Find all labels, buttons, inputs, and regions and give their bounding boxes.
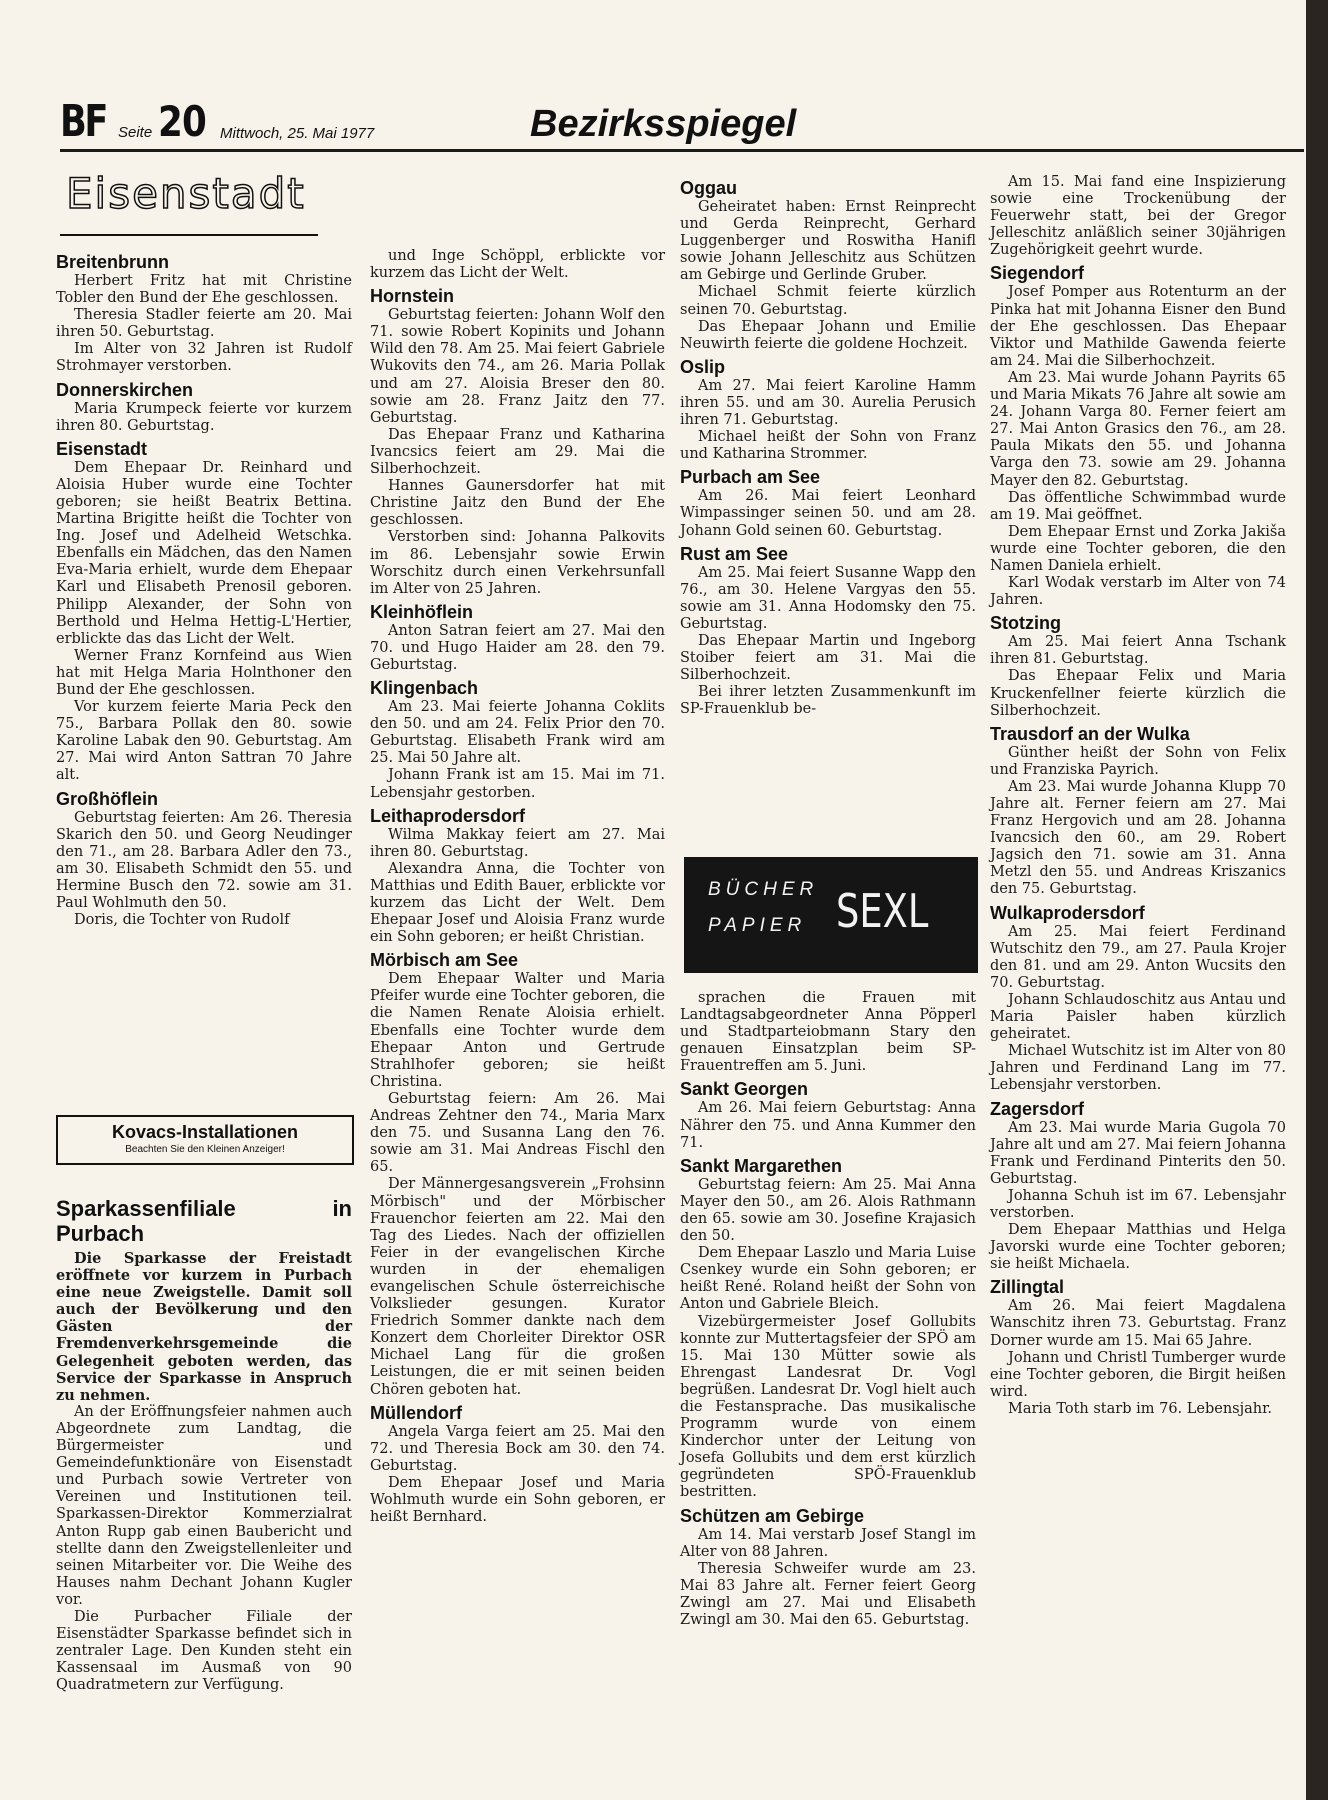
page-edge <box>1306 0 1328 1800</box>
news-paragraph: Karl Wodak verstarb im Alter von 74 Jahren. <box>990 575 1286 609</box>
news-paragraph: Am 14. Mai verstarb Josef Stangl im Alter von 88 Jahren. <box>680 1526 976 1560</box>
locality-heading: Trausdorf an der Wulka <box>990 723 1190 744</box>
news-paragraph: Maria Krumpeck feierte vor kurzem ihren 80. Geburtstag. <box>56 400 352 434</box>
news-paragraph: Theresia Schweifer wurde am 23. Mai 83 Jahre alt. Ferner feiert Georg Zwingl am 27. Mai und Elisabeth Zwingl am 30. Mai den 65. Geburtstag. <box>680 1560 976 1628</box>
locality-heading: Rust am See <box>680 543 789 564</box>
news-paragraph: Günther heißt der Sohn von Felix und Franziska Payrich. <box>990 744 1286 778</box>
locality-heading: Siegendorf <box>990 263 1085 284</box>
article-headline: Sparkassenfiliale in Purbach <box>56 1196 352 1246</box>
article-body <box>56 1404 352 1695</box>
locality-heading: Sankt Georgen <box>680 1079 809 1100</box>
news-paragraph: Theresia Stadler feierte am 20. Mai ihren 50. Geburtstag. <box>56 307 352 341</box>
locality-heading: Leithaprodersdorf <box>370 805 526 826</box>
locality-heading: Großhöflein <box>56 788 158 809</box>
news-paragraph: Dem Ehepaar Laszlo und Maria Luise Csenkey wurde ein Sohn geboren; er heißt René. Roland heißt der Sohn von Anton und Gabriele Bleich. <box>680 1245 976 1313</box>
ad-sexl <box>684 857 978 973</box>
news-paragraph: Dem Ehepaar Walter und Maria Pfeifer wurde eine Tochter geboren, die die Namen Renate Aloisia erhielt. Ebenfalls eine Tochter wurde dem Ehepaar Anton und Gertrude Strahlhofer geboren; sie heißt Christina. <box>370 971 665 1090</box>
news-paragraph: Geburtstag feierten: Johann Wolf den 71. sowie Robert Kopinits und Johann Wild den 78. Am 25. Mai feiert Gabriele Wukovits den 74., am 26. Maria Pollak und am 27. Aloisia Breser den 80. sowie am 28. Franz Jaitz den 77. Geburtstag. <box>370 307 665 426</box>
ad-kovacs <box>56 1115 354 1165</box>
news-paragraph: Das Ehepaar Martin und Ingeborg Stoiber feiert am 31. Mai die Silberhochzeit. <box>680 632 976 684</box>
news-paragraph: Dem Ehepaar Matthias und Helga Javorski wurde eine Tochter geboren; sie heißt Michaela. <box>990 1222 1286 1273</box>
news-paragraph: Bei ihrer letzten Zusammenkunft im SP-Frauenklub be- <box>680 684 976 718</box>
news-paragraph: sprachen die Frauen mit Landtagsabgeordneter Anna Pöpperl und Stadtparteiobmann Stary den genauen Einsatzplan beim SP-Frauentreffen am 5. Juni. <box>680 990 976 1075</box>
news-paragraph: Johann und Christl Tumberger wurde eine Tochter geboren, die Birgit heißen wird. <box>990 1349 1286 1400</box>
news-paragraph: Johanna Schuh ist im 67. Lebensjahr verstorben. <box>990 1187 1286 1221</box>
district-heading: Eisenstadt <box>66 169 306 218</box>
locality-heading: Klingenbach <box>370 678 479 699</box>
news-paragraph: Anton Satran feiert am 27. Mai den 70. und Hugo Haider am 28. den 79. Geburtstag. <box>370 622 665 673</box>
locality-heading: Müllendorf <box>370 1402 462 1423</box>
heading-underline <box>60 234 318 236</box>
news-paragraph: Am 25. Mai feiert Ferdinand Wutschitz den 79., am 27. Paula Krojer den 81. und am 29. Anton Wucsits den 70. Geburtstag. <box>990 923 1286 991</box>
ad-sexl-line-1: BÜCHER <box>708 879 819 900</box>
news-paragraph: Vizebürgermeister Josef Gollubits konnte zur Muttertagsfeier der SPÖ am 15. Mai 130 Mütter sowie als Ehrengast Landesrat Dr. Vogl begrüßen. Landesrat Dr. Vogl hielt auch die Festansprache. Das musikalische Programm wurde von einem Kinderchor unter der Leitung von Josefa Gollubits und dem erst kürzlich gegründeten SPÖ-Frauenklub bestritten. <box>680 1313 976 1501</box>
column-4 <box>990 174 1286 1418</box>
news-paragraph: Das öffentliche Schwimmbad wurde am 19. Mai geöffnet. <box>990 489 1286 523</box>
news-paragraph: Geburtstag feiern: Am 26. Mai Andreas Zehtner den 74., Maria Marx den 75. und Susanna Lang den 76. sowie am 31. Mai Andreas Fischl den 65. <box>370 1090 665 1176</box>
news-paragraph: Das Ehepaar Felix und Maria Kruckenfellner feierte kürzlich die Silberhochzeit. <box>990 668 1286 719</box>
masthead-logo: BF <box>60 96 107 147</box>
locality-heading: Schützen am Gebirge <box>680 1505 865 1526</box>
ad-kovacs-title: Kovacs-Installationen <box>111 1122 299 1142</box>
news-paragraph: Der Männergesangsverein „Frohsinn Mörbisch" und der Mörbischer Frauenchor feierten am 22. Mai den Tag des Liedes. Nach der offiziellen Feier in der evangelischen Kirche wurden in der ehemaligen evangelischen Schule österreichische Volkslieder gesungen. Kurator Friedrich Sommer dankte nach dem Konzert dem Chorleiter Direktor OSR Michael Lang für die großen Leistungen, die er mit seinen beiden Chören geboten hat. <box>370 1176 665 1398</box>
news-paragraph: Am 23. Mai wurde Johann Payrits 65 und Maria Mikats 76 Jahre alt sowie am 24. Johann Varga 80. Ferner feiert am 27. Mai Anton Grasics den 76., am 28. Paula Mikats den 55. und Johanna Varga den 73. sowie am 29. Johanna Mayer den 82. Geburtstag. <box>990 369 1286 489</box>
news-paragraph: Am 25. Mai feiert Susanne Wapp den 76., am 30. Helene Vargyas den 55. sowie am 31. Anna Hodomsky den 75. Geburtstag. <box>680 564 976 632</box>
column-1 <box>56 248 352 929</box>
ad-sexl-brand: SEXL <box>836 884 929 938</box>
column-2 <box>370 248 665 1526</box>
paragraph: Die Purbacher Filiale der Eisenstädter Sparkasse befindet sich in zentraler Lage. Den Kunden steht ein Kassensaal im Ausmaß von 90 Quadratmetern zur Verfügung. <box>56 1608 352 1694</box>
section-rubric: Bezirksspiegel <box>530 103 797 145</box>
page-label: Seite <box>118 124 153 141</box>
locality-heading: Wulkaprodersdorf <box>990 902 1145 923</box>
news-paragraph: Das Ehepaar Franz und Katharina Ivancsics feiert am 29. Mai die Silberhochzeit. <box>370 426 665 478</box>
news-paragraph: Wilma Makkay feiert am 27. Mai ihren 80. Geburtstag. <box>370 826 665 860</box>
paragraph: An der Eröffnungsfeier nahmen auch Abgeordnete zum Landtag, die Bürgermeister und Gemeindefunktionäre von Eisenstadt und Purbach sowie Vertreter von Vereinen und Institutionen teil. Sparkassen-Direktor Kommerzialrat Anton Rupp gab einen Baubericht und stellte dann den Zweigstellenleiter und seinen Mitarbeiter vor. Die Weihe des Hauses nahm Dechant Johann Kugler vor. <box>56 1403 352 1608</box>
news-paragraph: Geheiratet haben: Ernst Reinprecht und Gerda Reinprecht, Gerhard Luggenberger und Roswitha Hanifl sowie Johann Jelleschitz aus Schützen am Gebirge und Gerlinde Gruber. <box>680 199 976 284</box>
locality-heading: Donnerskirchen <box>56 379 194 400</box>
news-paragraph: Am 26. Mai feiert Magdalena Wanschitz ihren 73. Geburtstag. Franz Dorner wurde am 15. Mai 65 Jahre. <box>990 1298 1286 1349</box>
news-paragraph: Geburtstag feiern: Am 25. Mai Anna Mayer den 50., am 26. Alois Rathmann den 65. sowie am 30. Josefine Krajasich den 50. <box>680 1176 976 1245</box>
locality-heading: Oggau <box>680 178 737 198</box>
locality-heading: Zagersdorf <box>990 1098 1085 1119</box>
masthead <box>60 94 1304 150</box>
news-paragraph: Am 23. Mai wurde Johanna Klupp 70 Jahre alt. Ferner feiern am 27. Mai Franz Hergovich und am 28. Johanna Ivancsich den 60., am 29. Robert Jagsich den 71. sowie am 31. Anna Metzl den 55. und Andreas Kriszanics den 75. Geburtstag. <box>990 778 1286 898</box>
news-paragraph: Michael Schmit feierte kürzlich seinen 70. Geburtstag. <box>680 284 976 318</box>
news-paragraph: Michael heißt der Sohn von Franz und Katharina Strommer. <box>680 429 976 463</box>
article-lead: Die Sparkasse der Freistadt eröffnete vor kurzem in Purbach eine neue Zweigstelle. Damit soll auch der Bevölkerung und den Gästen der Fremdenverkehrsgemeinde die Gelegenheit geboten werden, das Service der Sparkasse in Anspruch zu nehmen. <box>56 1250 352 1404</box>
news-paragraph: Johann Schlaudoschitz aus Antau und Maria Paisler haben kürzlich geheiratet. <box>990 991 1286 1043</box>
locality-heading: Mörbisch am See <box>370 950 519 971</box>
ad-kovacs-subtitle: Beachten Sie den Kleinen Anzeiger! <box>125 1144 285 1155</box>
news-paragraph: Herbert Fritz hat mit Christine Tobler den Bund der Ehe geschlossen. <box>56 273 352 307</box>
news-paragraph: Werner Franz Kornfeind aus Wien hat mit Helga Maria Holnthoner den Bund der Ehe geschlossen. <box>56 647 352 698</box>
news-paragraph: Am 23. Mai wurde Maria Gugola 70 Jahre alt und am 27. Mai feiern Johanna Frank und Ferdinand Pinterits den 50. Geburtstag. <box>990 1119 1286 1187</box>
news-paragraph: Alexandra Anna, die Tochter von Matthias und Edith Bauer, erblickte vor kurzem das Licht der Welt. Dem Ehepaar Josef und Aloisia Franz wurde ein Sohn geboren; er heißt Christian. <box>370 860 665 946</box>
news-paragraph: Am 23. Mai feierte Johanna Coklits den 50. und am 24. Felix Prior den 70. Geburtstag. Elisabeth Frank wird am 25. Mai 50 Jahre alt. <box>370 699 665 767</box>
news-paragraph: Vor kurzem feierte Maria Peck den 75., Barbara Pollak den 80. sowie Karoline Labak den 90. Geburtstag. Am 27. Mai wird Anton Sattran 70 Jahre alt. <box>56 699 352 784</box>
news-paragraph: Das Ehepaar Johann und Emilie Neuwirth feierte die goldene Hochzeit. <box>680 318 976 352</box>
locality-heading: Oslip <box>680 356 726 377</box>
locality-heading: Zillingtal <box>990 1277 1064 1298</box>
news-paragraph: Maria Toth starb im 76. Lebensjahr. <box>1008 1400 1273 1417</box>
news-paragraph: Geburtstag feierten: Am 26. Theresia Skarich den 50. und Georg Neudinger den 71., am 28. Barbara Adler den 73., am 30. Elisabeth Schmidt den 55. und Hermine Busch den 72. sowie am 31. Paul Wohlmuth den 50. <box>56 809 352 911</box>
article-sparkasse <box>56 1190 352 1694</box>
locality-heading: Breitenbrunn <box>56 252 170 272</box>
news-paragraph: Am 27. Mai feiert Karoline Hamm ihren 55. und am 30. Aurelia Perusich ihren 71. Geburtstag. <box>680 377 976 429</box>
news-paragraph: Hannes Gaunersdorfer hat mit Christine Jaitz den Bund der Ehe geschlossen. <box>370 478 665 529</box>
locality-heading: Stotzing <box>990 613 1061 634</box>
news-paragraph: Josef Pomper aus Rotenturm an der Pinka hat mit Johanna Eisner den Bund der Ehe geschlossen. Das Ehepaar Viktor und Mathilde Gawenda feierte am 24. Mai die Silberhochzeit. <box>990 284 1286 369</box>
news-paragraph: Johann Frank ist am 15. Mai im 71. Lebensjahr gestorben. <box>370 767 665 801</box>
locality-heading: Purbach am See <box>680 467 821 488</box>
locality-heading: Hornstein <box>370 286 455 307</box>
news-paragraph: Dem Ehepaar Josef und Maria Wohlmuth wurde ein Sohn geboren, er heißt Bernhard. <box>370 1474 665 1526</box>
news-paragraph: Doris, die Tochter von Rudolf <box>74 912 290 929</box>
news-paragraph: Am 25. Mai feiert Anna Tschank ihren 81. Geburtstag. <box>990 634 1286 668</box>
locality-heading: Kleinhöflein <box>370 601 473 622</box>
issue-date: Mittwoch, 25. Mai 1977 <box>220 125 375 142</box>
masthead-rule <box>60 149 1304 152</box>
news-paragraph: Am 15. Mai fand eine Inspizierung sowie eine Trockenübung der Feuerwehr statt, bei der Gregor Jelleschitz anläßlich seiner 30jährigen Zugehörigkeit geehrt wurde. <box>990 174 1286 259</box>
ad-sexl-line-2: PAPIER <box>708 915 807 936</box>
news-paragraph: Dem Ehepaar Ernst und Zorka Jakiša wurde eine Tochter geboren, die den Namen Daniela erhielt. <box>990 523 1286 574</box>
column-3 <box>680 174 976 718</box>
locality-heading: Sankt Margarethen <box>680 1155 843 1176</box>
locality-heading: Eisenstadt <box>56 438 148 459</box>
news-paragraph: Dem Ehepaar Dr. Reinhard und Aloisia Huber wurde eine Tochter geboren; sie heißt Beatrix Bettina. Martina Brigitte heißt die Tochter von Ing. Josef und Adelheid Wetschka. Ebenfalls ein Mädchen, das den Namen Eva-Maria erhielt, wurde dem Ehepaar Karl und Elisabeth Prenosil geboren. Philipp Alexander, der Sohn von Berthold und Helma Hettig-L'Hertier, erblickte das das Licht der Welt. <box>56 459 352 647</box>
news-paragraph: Michael Wutschitz ist im Alter von 80 Jahren und Ferdinand Lang im 77. Lebensjahr verstorben. <box>990 1043 1286 1094</box>
column-3-continued <box>680 990 976 1629</box>
news-paragraph: Am 26. Mai feiern Geburtstag: Anna Nährer den 75. und Anna Kummer den 71. <box>680 1100 976 1151</box>
news-paragraph: und Inge Schöppl, erblickte vor kurzem das Licht der Welt. <box>370 248 665 282</box>
news-paragraph: Im Alter von 32 Jahren ist Rudolf Strohmayer verstorben. <box>56 341 352 375</box>
news-paragraph: Angela Varga feiert am 25. Mai den 72. und Theresia Bock am 30. den 74. Geburtstag. <box>370 1423 665 1474</box>
news-paragraph: Am 26. Mai feiert Leonhard Wimpassinger seinen 50. und am 28. Johann Gold seinen 60. Geburtstag. <box>680 488 976 539</box>
news-paragraph: Verstorben sind: Johanna Palkovits im 86. Lebensjahr sowie Erwin Worschitz durch einen Verkehrsunfall im Alter von 25 Jahren. <box>370 529 665 597</box>
page-number: 20 <box>158 97 206 146</box>
